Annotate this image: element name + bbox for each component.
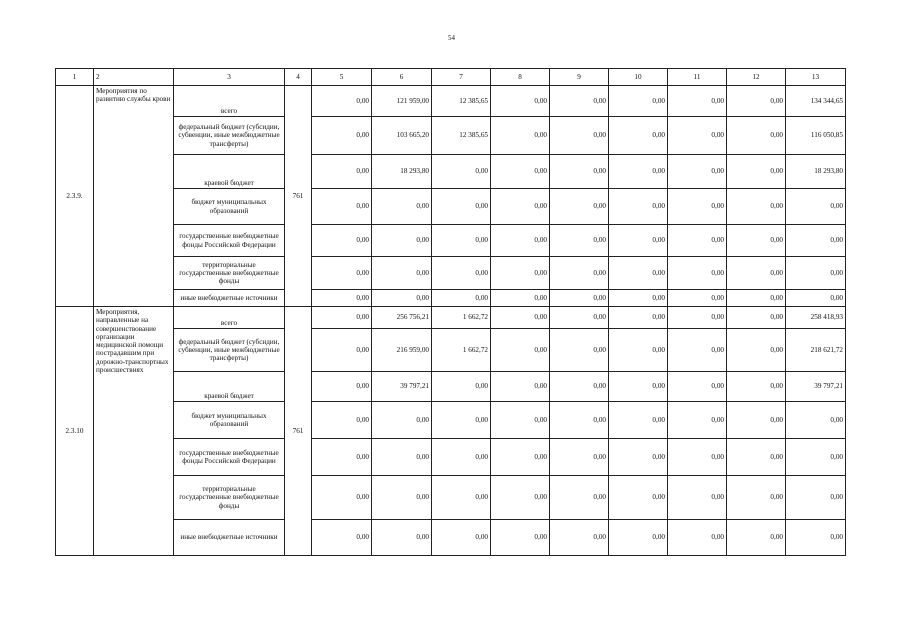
value-cell: 0,00: [727, 402, 786, 439]
value-cell: 0,00: [312, 257, 372, 290]
page-number: 54: [448, 34, 455, 42]
value-cell: 0,00: [609, 372, 668, 402]
table-row: [56, 225, 846, 257]
value-cell: 0,00: [668, 520, 727, 556]
funding-source: территориальные государственные внебюджетные фонды: [174, 476, 285, 520]
value-cell: 0,00: [491, 290, 550, 307]
value-cell: 0,00: [491, 372, 550, 402]
header-cell: 2: [94, 69, 174, 86]
table-row: [56, 155, 846, 189]
funding-source: бюджет муниципальных образований: [174, 189, 285, 225]
value-cell: 0,00: [727, 520, 786, 556]
header-cell: 10: [609, 69, 668, 86]
value-cell: 0,00: [668, 439, 727, 476]
value-cell: 0,00: [609, 290, 668, 307]
value-cell: 0,00: [786, 520, 846, 556]
table-row: [56, 439, 846, 476]
value-cell: 0,00: [786, 257, 846, 290]
header-cell: 11: [668, 69, 727, 86]
value-cell: 0,00: [609, 189, 668, 225]
value-cell: 256 756,21: [372, 307, 432, 329]
value-cell: 0,00: [372, 290, 432, 307]
table-row: [56, 329, 846, 372]
value-cell: 0,00: [668, 117, 727, 155]
value-cell: 39 797,21: [372, 372, 432, 402]
header-cell: 13: [786, 69, 846, 86]
value-cell: 0,00: [786, 225, 846, 257]
value-cell: 0,00: [668, 476, 727, 520]
value-cell: 0,00: [668, 290, 727, 307]
value-cell: 0,00: [609, 439, 668, 476]
value-cell: 0,00: [312, 117, 372, 155]
value-cell: 0,00: [491, 307, 550, 329]
table-row: [56, 476, 846, 520]
value-cell: 0,00: [550, 117, 609, 155]
value-cell: 216 959,00: [372, 329, 432, 372]
table-row: [56, 290, 846, 307]
funding-source: государственные внебюджетные фонды Российской Федерации: [174, 439, 285, 476]
value-cell: 0,00: [432, 290, 491, 307]
value-cell: 0,00: [491, 402, 550, 439]
value-cell: 0,00: [491, 155, 550, 189]
value-cell: 0,00: [550, 402, 609, 439]
value-cell: 0,00: [312, 329, 372, 372]
value-cell: 0,00: [432, 439, 491, 476]
value-cell: 0,00: [432, 189, 491, 225]
value-cell: 0,00: [550, 225, 609, 257]
value-cell: 0,00: [312, 155, 372, 189]
budget-table: [55, 68, 846, 556]
value-cell: 0,00: [727, 329, 786, 372]
table-row: [56, 307, 846, 329]
value-cell: 0,00: [668, 402, 727, 439]
value-cell: 0,00: [786, 189, 846, 225]
value-cell: 0,00: [727, 290, 786, 307]
table-row: [56, 520, 846, 556]
value-cell: 0,00: [432, 225, 491, 257]
header-cell: 3: [174, 69, 285, 86]
value-cell: 18 293,80: [372, 155, 432, 189]
value-cell: 0,00: [727, 372, 786, 402]
value-cell: 0,00: [432, 402, 491, 439]
value-cell: 0,00: [609, 329, 668, 372]
header-cell: 6: [372, 69, 432, 86]
value-cell: 0,00: [550, 476, 609, 520]
value-cell: 0,00: [312, 402, 372, 439]
value-cell: 0,00: [609, 520, 668, 556]
value-cell: 0,00: [668, 329, 727, 372]
value-cell: 0,00: [727, 257, 786, 290]
value-cell: 0,00: [668, 86, 727, 117]
funding-source: всего: [174, 307, 285, 329]
value-cell: 0,00: [312, 520, 372, 556]
funding-source: бюджет муниципальных образований: [174, 402, 285, 439]
header-cell: 7: [432, 69, 491, 86]
measure-code: 2.3.9.: [56, 86, 94, 307]
header-cell: 1: [56, 69, 94, 86]
value-cell: 0,00: [550, 155, 609, 189]
value-cell: 0,00: [312, 189, 372, 225]
value-cell: 0,00: [491, 86, 550, 117]
funding-source: всего: [174, 86, 285, 117]
value-cell: 0,00: [312, 372, 372, 402]
value-cell: 12 385,65: [432, 86, 491, 117]
value-cell: 0,00: [372, 439, 432, 476]
value-cell: 0,00: [372, 520, 432, 556]
value-cell: 0,00: [491, 257, 550, 290]
value-cell: 0,00: [727, 117, 786, 155]
funding-source: иные внебюджетные источники: [174, 520, 285, 556]
table-row: [56, 117, 846, 155]
table-row: [56, 257, 846, 290]
value-cell: 0,00: [550, 520, 609, 556]
value-cell: 0,00: [491, 225, 550, 257]
value-cell: 0,00: [312, 439, 372, 476]
value-cell: 0,00: [550, 257, 609, 290]
header-cell: 12: [727, 69, 786, 86]
value-cell: 39 797,21: [786, 372, 846, 402]
value-cell: 0,00: [312, 476, 372, 520]
value-cell: 0,00: [312, 225, 372, 257]
value-cell: 0,00: [727, 439, 786, 476]
value-cell: 0,00: [668, 189, 727, 225]
agency-code: 761: [285, 86, 312, 307]
funding-source: федеральный бюджет (субсидии, субвенции, иные межбюджетные трансферты): [174, 329, 285, 372]
value-cell: 0,00: [609, 257, 668, 290]
funding-source: государственные внебюджетные фонды Российской Федерации: [174, 225, 285, 257]
value-cell: 0,00: [727, 155, 786, 189]
value-cell: 0,00: [550, 86, 609, 117]
value-cell: 103 665,20: [372, 117, 432, 155]
funding-source: иные внебюджетные источники: [174, 290, 285, 307]
agency-code: 761: [285, 307, 312, 556]
value-cell: 0,00: [786, 476, 846, 520]
value-cell: 0,00: [312, 86, 372, 117]
value-cell: 0,00: [432, 372, 491, 402]
value-cell: 0,00: [550, 290, 609, 307]
value-cell: 0,00: [727, 86, 786, 117]
table-row: [56, 402, 846, 439]
value-cell: 0,00: [609, 86, 668, 117]
value-cell: 0,00: [432, 257, 491, 290]
table-body: [56, 69, 846, 556]
funding-source: территориальные государственные внебюджетные фонды: [174, 257, 285, 290]
header-cell: 9: [550, 69, 609, 86]
value-cell: 0,00: [372, 476, 432, 520]
value-cell: 0,00: [550, 329, 609, 372]
value-cell: 116 050,85: [786, 117, 846, 155]
value-cell: 0,00: [432, 155, 491, 189]
table-row: [56, 189, 846, 225]
value-cell: 0,00: [550, 189, 609, 225]
value-cell: 0,00: [727, 476, 786, 520]
value-cell: 0,00: [786, 439, 846, 476]
value-cell: 134 344,65: [786, 86, 846, 117]
value-cell: 0,00: [372, 257, 432, 290]
value-cell: 0,00: [668, 372, 727, 402]
measure-title: Мероприятия, направленные на совершенствование организации медицинской помощи пострадавшим при дорожно-транспортных происшествиях: [94, 307, 174, 556]
value-cell: 0,00: [668, 155, 727, 189]
value-cell: 258 418,93: [786, 307, 846, 329]
value-cell: 0,00: [491, 189, 550, 225]
value-cell: 0,00: [372, 225, 432, 257]
value-cell: 0,00: [550, 307, 609, 329]
value-cell: 0,00: [312, 290, 372, 307]
value-cell: 12 385,65: [432, 117, 491, 155]
value-cell: 0,00: [609, 155, 668, 189]
value-cell: 0,00: [727, 225, 786, 257]
measure-title: Мероприятия по развитию службы крови: [94, 86, 174, 307]
value-cell: 0,00: [372, 189, 432, 225]
value-cell: 0,00: [668, 257, 727, 290]
value-cell: 0,00: [491, 520, 550, 556]
value-cell: 0,00: [609, 476, 668, 520]
value-cell: 0,00: [668, 225, 727, 257]
measure-code: 2.3.10: [56, 307, 94, 556]
value-cell: 0,00: [609, 307, 668, 329]
value-cell: 0,00: [432, 476, 491, 520]
header-cell: 4: [285, 69, 312, 86]
value-cell: 0,00: [372, 402, 432, 439]
value-cell: 0,00: [550, 372, 609, 402]
value-cell: 0,00: [609, 225, 668, 257]
value-cell: 0,00: [491, 117, 550, 155]
value-cell: 0,00: [786, 290, 846, 307]
funding-source: федеральный бюджет (субсидии, субвенции, иные межбюджетные трансферты): [174, 117, 285, 155]
value-cell: 0,00: [550, 439, 609, 476]
value-cell: 218 621,72: [786, 329, 846, 372]
value-cell: 0,00: [609, 117, 668, 155]
value-cell: 0,00: [491, 476, 550, 520]
funding-source: краевой бюджет: [174, 372, 285, 402]
table-row: [56, 86, 846, 117]
value-cell: 0,00: [727, 189, 786, 225]
value-cell: 0,00: [786, 402, 846, 439]
value-cell: 0,00: [609, 402, 668, 439]
value-cell: 0,00: [432, 520, 491, 556]
value-cell: 121 959,00: [372, 86, 432, 117]
header-row: [56, 69, 846, 86]
value-cell: 0,00: [668, 307, 727, 329]
value-cell: 1 662,72: [432, 307, 491, 329]
value-cell: 0,00: [727, 307, 786, 329]
value-cell: 0,00: [312, 307, 372, 329]
value-cell: 0,00: [491, 439, 550, 476]
funding-source: краевой бюджет: [174, 155, 285, 189]
value-cell: 18 293,80: [786, 155, 846, 189]
table-row: [56, 372, 846, 402]
value-cell: 1 662,72: [432, 329, 491, 372]
header-cell: 8: [491, 69, 550, 86]
header-cell: 5: [312, 69, 372, 86]
value-cell: 0,00: [491, 329, 550, 372]
